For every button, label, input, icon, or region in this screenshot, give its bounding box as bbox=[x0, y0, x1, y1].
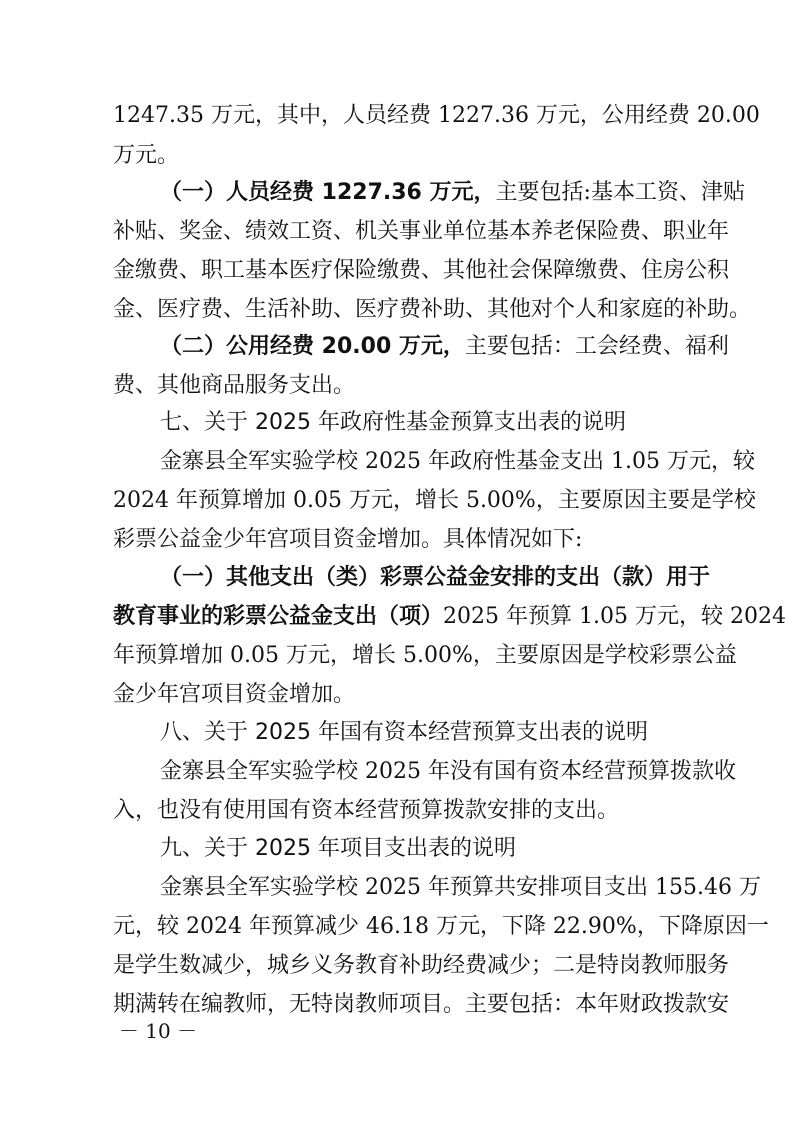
subheading-lottery-fund-cont: 教育事业的彩票公益金支出（项） bbox=[113, 604, 444, 629]
paragraph-line: 期满转在编教师，无特岗教师项目。主要包括：本年财政拨款安 bbox=[113, 992, 730, 1017]
paragraph-line: 补贴、奖金、绩效工资、机关事业单位基本养老保险费、职业年 bbox=[113, 219, 730, 244]
paragraph-line: 入，也没有使用国有资本经营预算拨款安排的支出。 bbox=[113, 798, 620, 823]
paragraph-line: 彩票公益金少年宫项目资金增加。具体情况如下: bbox=[113, 527, 583, 552]
paragraph-line: 费、其他商品服务支出。 bbox=[113, 373, 356, 398]
paragraph-line: 2024 年预算增加 0.05 万元，增长 5.00%，主要原因主要是学校 bbox=[113, 488, 756, 513]
subheading-line bbox=[113, 597, 786, 637]
paragraph-line: 元，较 2024 年预算减少 46.18 万元，下降 22.90%，下降原因一 bbox=[113, 914, 769, 939]
paragraph-line: 金、医疗费、生活补助、医疗费补助、其他对个人和家庭的补助。 bbox=[113, 297, 752, 322]
subheading-lottery-fund: （一）其他支出（类）彩票公益金安排的支出（款）用于 bbox=[160, 565, 711, 590]
subheading-public-expense: （二）公用经费 20.00 万元， bbox=[160, 334, 465, 359]
subheading-line bbox=[160, 327, 729, 367]
paragraph-line: 年预算增加 0.05 万元，增长 5.00%，主要原因是学校彩票公益 bbox=[113, 643, 737, 668]
paragraph-line: 金缴费、职工基本医疗保险缴费、其他社会保障缴费、住房公积 bbox=[113, 258, 730, 283]
paragraph-line: 1247.35 万元，其中，人员经费 1227.36 万元，公用经费 20.00 bbox=[113, 103, 760, 128]
subheading-personnel-expense: （一）人员经费 1227.36 万元， bbox=[160, 180, 496, 205]
paragraph-line: 金寨县全军实验学校 2025 年政府性基金支出 1.05 万元，较 bbox=[160, 449, 755, 474]
section-heading-8: 八、关于 2025 年国有资本经营预算支出表的说明 bbox=[160, 720, 648, 745]
paragraph-line: 金寨县全军实验学校 2025 年没有国有资本经营预算拨款收 bbox=[160, 759, 736, 784]
paragraph-line: 是学生数减少，城乡义务教育补助经费减少；二是特岗教师服务 bbox=[113, 953, 730, 978]
paragraph-line: 金寨县全军实验学校 2025 年预算共安排项目支出 155.46 万 bbox=[160, 875, 761, 900]
paragraph-text: 主要包括：工会经费、福利 bbox=[464, 334, 729, 359]
paragraph-text: 2025 年预算 1.05 万元，较 2024 bbox=[443, 604, 786, 629]
section-heading-9: 九、关于 2025 年项目支出表的说明 bbox=[160, 836, 516, 861]
subheading-line bbox=[160, 173, 745, 213]
section-heading-7: 七、关于 2025 年政府性基金预算支出表的说明 bbox=[160, 410, 626, 435]
paragraph-line: 万元。 bbox=[113, 143, 180, 168]
page-number: － 10 － bbox=[118, 1019, 198, 1043]
paragraph-line: 金少年宫项目资金增加。 bbox=[113, 682, 356, 707]
paragraph-text: 主要包括:基本工资、津贴 bbox=[495, 180, 745, 205]
